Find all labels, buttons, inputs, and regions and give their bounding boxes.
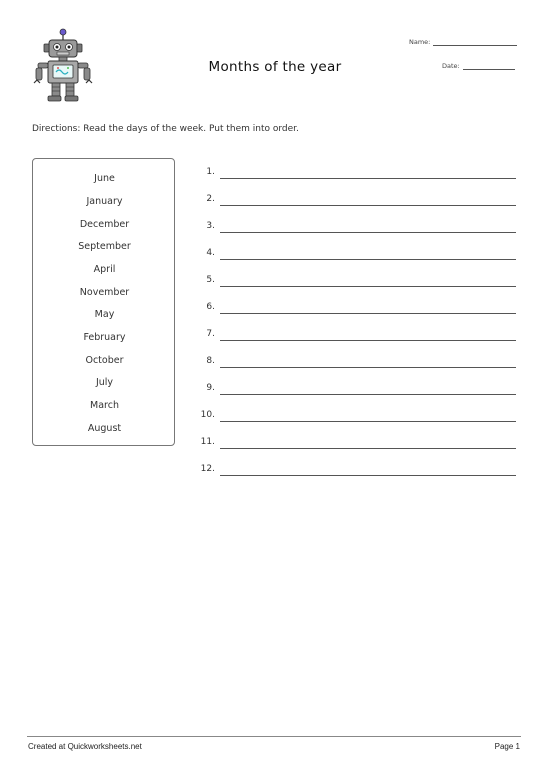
answer-line[interactable] [220, 475, 516, 476]
word-bank-item: November [79, 287, 130, 298]
footer-credit: Created at Quickworksheets.net [28, 742, 142, 751]
word-bank-item: December [79, 219, 130, 230]
answer-number: 12. [200, 464, 215, 474]
robot-icon [30, 28, 96, 104]
answer-line[interactable] [220, 205, 516, 206]
answer-number: 7. [206, 329, 215, 339]
word-bank-item: March [90, 400, 119, 411]
word-bank-item: August [87, 423, 122, 434]
answer-line[interactable] [220, 178, 516, 179]
date-label: Date: [442, 62, 460, 70]
answer-number: 4. [206, 248, 215, 258]
word-bank-item: June [94, 173, 115, 184]
word-bank-item: October [85, 355, 124, 366]
answer-number: 2. [206, 194, 215, 204]
answer-line[interactable] [220, 394, 516, 395]
name-label: Name: [409, 38, 431, 46]
word-bank-item: January [86, 196, 123, 207]
answer-line[interactable] [220, 448, 516, 449]
answer-number: 9. [206, 383, 215, 393]
word-bank-item: September [78, 241, 131, 252]
answer-line[interactable] [220, 232, 516, 233]
word-bank-item: July [95, 377, 114, 388]
answer-line[interactable] [220, 340, 516, 341]
answer-number: 6. [206, 302, 215, 312]
answer-number: 11. [200, 437, 215, 447]
page-number: Page 1 [494, 742, 520, 751]
word-bank-item: February [83, 332, 126, 343]
answer-number: 1. [206, 167, 215, 177]
answer-number: 5. [206, 275, 215, 285]
answer-line[interactable] [220, 259, 516, 260]
word-bank-item: May [94, 309, 115, 320]
footer-divider [27, 736, 521, 737]
page-title: Months of the year [208, 59, 342, 75]
answer-number: 10. [200, 410, 215, 420]
word-bank-item: April [93, 264, 116, 275]
answer-line[interactable] [220, 313, 516, 314]
answer-number: 8. [206, 356, 215, 366]
date-line[interactable] [463, 63, 515, 70]
directions-text: Directions: Read the days of the week. Put them into order. [32, 124, 299, 134]
answer-line[interactable] [220, 421, 516, 422]
word-bank [32, 158, 175, 446]
date-field[interactable] [442, 62, 515, 70]
name-field[interactable] [409, 38, 517, 46]
name-line[interactable] [433, 39, 517, 46]
answer-number: 3. [206, 221, 215, 231]
answer-line[interactable] [220, 367, 516, 368]
answer-line[interactable] [220, 286, 516, 287]
